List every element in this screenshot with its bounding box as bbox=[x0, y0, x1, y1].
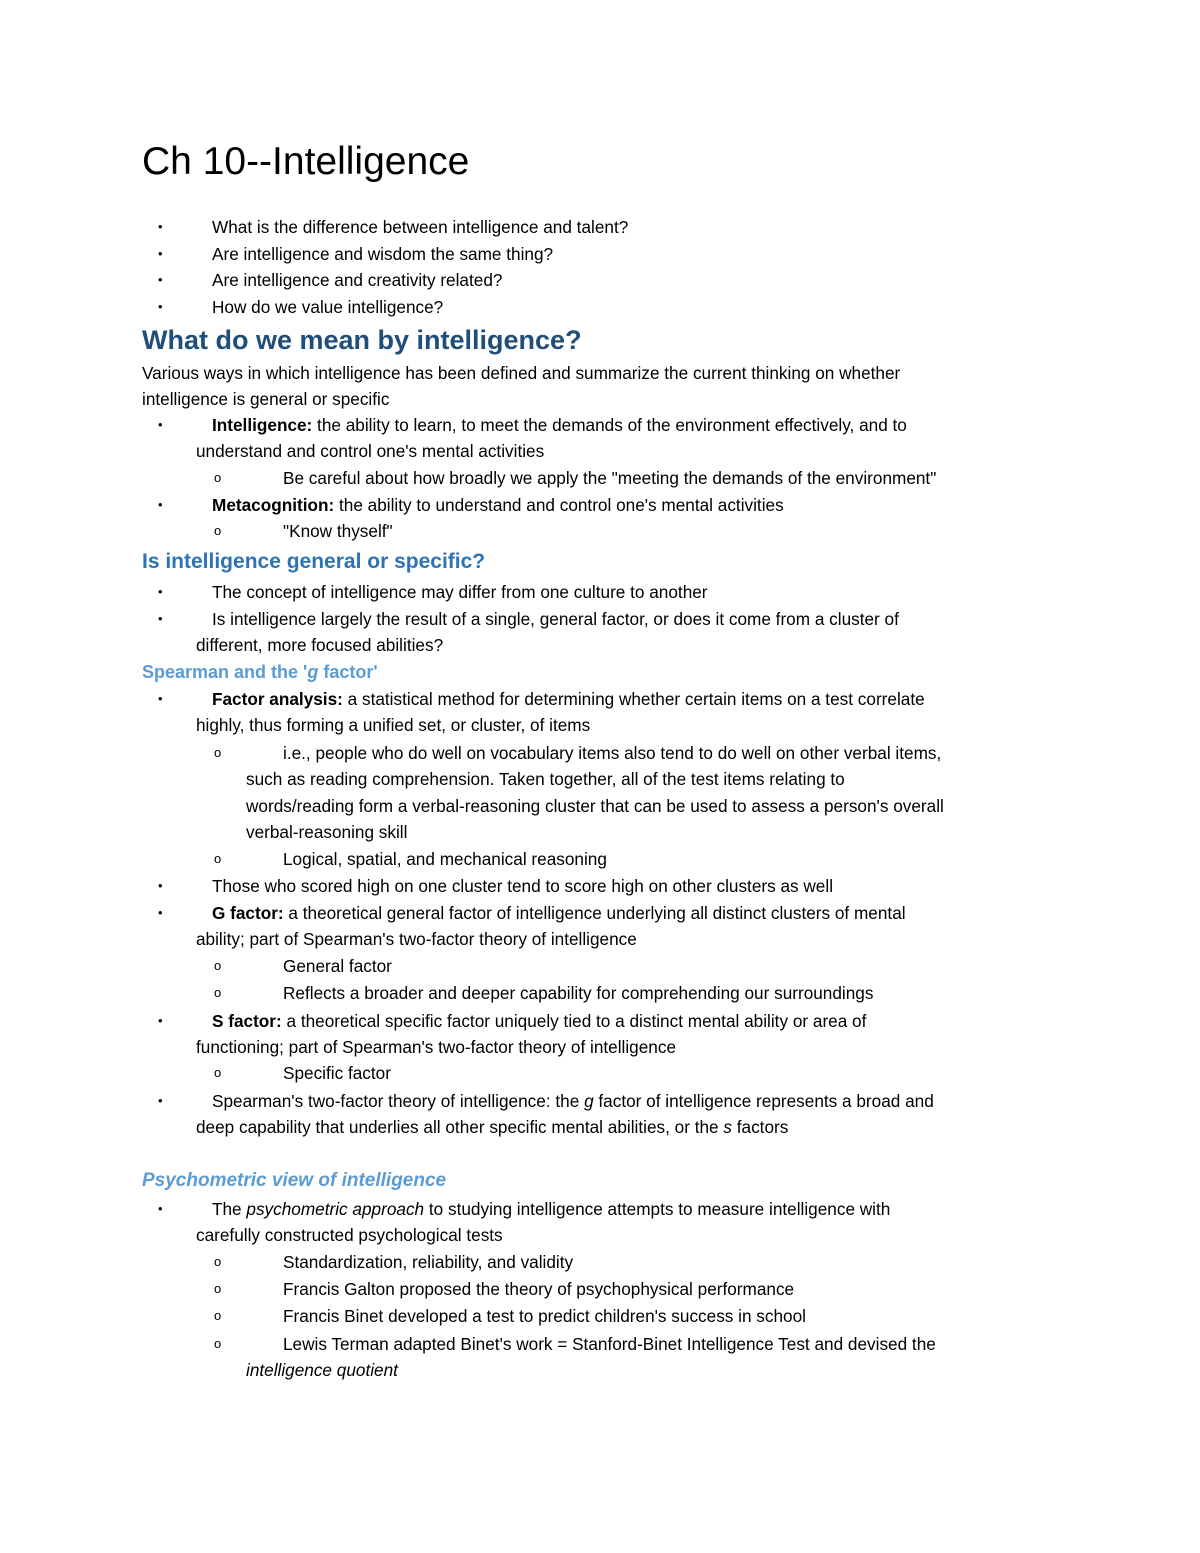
sub-list-item: Standardization, reliability, and validity bbox=[283, 1252, 574, 1272]
bullet-glyph: • bbox=[158, 611, 163, 626]
list-item-continuation: functioning; part of Spearman's two-factor theory of intelligence bbox=[196, 1037, 677, 1057]
definition-text: the ability to learn, to meet the demands of the environment effectively, and to bbox=[312, 415, 907, 435]
sub-list-item: Reflects a broader and deeper capability for comprehending our surroundings bbox=[283, 983, 874, 1003]
list-item: How do we value intelligence? bbox=[212, 297, 444, 317]
sub-bullet-glyph: o bbox=[214, 1308, 222, 1323]
section-heading: Psychometric view of intelligence bbox=[142, 1170, 447, 1191]
list-item-continuation bbox=[196, 1114, 788, 1141]
list-item bbox=[212, 900, 906, 927]
list-item bbox=[212, 1088, 934, 1115]
list-item bbox=[212, 492, 784, 519]
section-heading bbox=[142, 659, 378, 685]
list-item: What is the difference between intelligence and talent? bbox=[212, 217, 629, 237]
list-item: Are intelligence and wisdom the same thing? bbox=[212, 244, 554, 264]
sub-list-item: i.e., people who do well on vocabulary items also tend to do well on other verbal items, bbox=[283, 743, 942, 763]
term: G factor: bbox=[212, 903, 284, 923]
text-part: factors bbox=[731, 1117, 789, 1137]
bullet-glyph: • bbox=[158, 219, 163, 234]
list-item bbox=[212, 686, 925, 713]
bullet-glyph: • bbox=[158, 1013, 163, 1028]
sub-list-item: General factor bbox=[283, 956, 392, 976]
bullet-glyph: • bbox=[158, 905, 163, 920]
bullet-glyph: • bbox=[158, 691, 163, 706]
sub-list-item: Be careful about how broadly we apply the "meeting the demands of the environment" bbox=[283, 468, 937, 488]
list-item: Is intelligence largely the result of a single, general factor, or does it come from a cluster of bbox=[212, 609, 899, 629]
sub-bullet-glyph: o bbox=[214, 1336, 222, 1351]
definition-text: a statistical method for determining whether certain items on a test correlate bbox=[342, 689, 925, 709]
sub-list-item: Francis Galton proposed the theory of psychophysical performance bbox=[283, 1279, 795, 1299]
text-part: deep capability that underlies all other specific mental abilities, or the bbox=[196, 1117, 724, 1137]
bullet-glyph: • bbox=[158, 497, 163, 512]
bullet-glyph: • bbox=[158, 1201, 163, 1216]
bullet-glyph: • bbox=[158, 246, 163, 261]
term: S factor: bbox=[212, 1011, 282, 1031]
definition-text: a theoretical general factor of intelligence underlying all distinct clusters of mental bbox=[283, 903, 906, 923]
document-title: Ch 10--Intelligence bbox=[142, 140, 470, 183]
term: Metacognition: bbox=[212, 495, 335, 515]
heading-italic-g: g bbox=[307, 662, 319, 682]
term: Factor analysis: bbox=[212, 689, 343, 709]
sub-list-item-continuation: intelligence quotient bbox=[246, 1360, 398, 1380]
sub-list-item: Francis Binet developed a test to predict children's success in school bbox=[283, 1306, 806, 1326]
section-heading: Is intelligence general or specific? bbox=[142, 550, 486, 573]
italic-g: g bbox=[584, 1091, 594, 1111]
text-part: Spearman's two-factor theory of intelligence: the bbox=[212, 1091, 585, 1111]
sub-bullet-glyph: o bbox=[214, 1254, 222, 1269]
sub-list-item-continuation: verbal-reasoning skill bbox=[246, 822, 408, 842]
sub-bullet-glyph: o bbox=[214, 745, 222, 760]
sub-bullet-glyph: o bbox=[214, 851, 222, 866]
bullet-glyph: • bbox=[158, 1093, 163, 1108]
list-item: The concept of intelligence may differ from one culture to another bbox=[212, 582, 708, 602]
bullet-glyph: • bbox=[158, 272, 163, 287]
sub-list-item-continuation: words/reading form a verbal-reasoning cluster that can be used to assess a person's overall bbox=[246, 796, 944, 816]
list-item-continuation: highly, thus forming a unified set, or cluster, of items bbox=[196, 715, 591, 735]
sub-list-item-continuation: such as reading comprehension. Taken together, all of the test items relating to bbox=[246, 769, 845, 789]
heading-part: factor' bbox=[318, 662, 378, 682]
list-item-continuation: different, more focused abilities? bbox=[196, 635, 444, 655]
heading-part: Spearman and the ' bbox=[142, 662, 308, 682]
definition-text: the ability to understand and control one's mental activities bbox=[334, 495, 784, 515]
sub-bullet-glyph: o bbox=[214, 1065, 222, 1080]
bullet-glyph: • bbox=[158, 584, 163, 599]
section-heading: What do we mean by intelligence? bbox=[142, 325, 582, 355]
bullet-glyph: • bbox=[158, 417, 163, 432]
sub-bullet-glyph: o bbox=[214, 470, 222, 485]
paragraph-line: intelligence is general or specific bbox=[142, 389, 390, 409]
italic-s: s bbox=[723, 1117, 732, 1137]
sub-bullet-glyph: o bbox=[214, 985, 222, 1000]
sub-list-item: Lewis Terman adapted Binet's work = Stanford-Binet Intelligence Test and devised the bbox=[283, 1334, 936, 1354]
bullet-glyph: • bbox=[158, 299, 163, 314]
paragraph-line: Various ways in which intelligence has been defined and summarize the current thinking on whether bbox=[142, 363, 901, 383]
sub-bullet-glyph: o bbox=[214, 523, 222, 538]
list-item: Are intelligence and creativity related? bbox=[212, 270, 503, 290]
bullet-glyph: • bbox=[158, 878, 163, 893]
term: Intelligence: bbox=[212, 415, 313, 435]
definition-text: a theoretical specific factor uniquely tied to a distinct mental ability or area of bbox=[281, 1011, 867, 1031]
italic-term: psychometric approach bbox=[246, 1199, 425, 1219]
sub-bullet-glyph: o bbox=[214, 958, 222, 973]
list-item-continuation: understand and control one's mental activities bbox=[196, 441, 545, 461]
list-item bbox=[212, 412, 907, 439]
sub-list-item: Specific factor bbox=[283, 1063, 391, 1083]
sub-list-item: "Know thyself" bbox=[283, 521, 393, 541]
list-item bbox=[212, 1196, 890, 1223]
list-item bbox=[212, 1008, 866, 1035]
text-part: The bbox=[212, 1199, 247, 1219]
text-part: factor of intelligence represents a broad and bbox=[593, 1091, 934, 1111]
text-part: to studying intelligence attempts to measure intelligence with bbox=[424, 1199, 891, 1219]
sub-list-item: Logical, spatial, and mechanical reasoning bbox=[283, 849, 607, 869]
sub-bullet-glyph: o bbox=[214, 1281, 222, 1296]
list-item: Those who scored high on one cluster tend to score high on other clusters as well bbox=[212, 876, 834, 896]
list-item-continuation: carefully constructed psychological tests bbox=[196, 1225, 503, 1245]
list-item-continuation: ability; part of Spearman's two-factor theory of intelligence bbox=[196, 929, 637, 949]
